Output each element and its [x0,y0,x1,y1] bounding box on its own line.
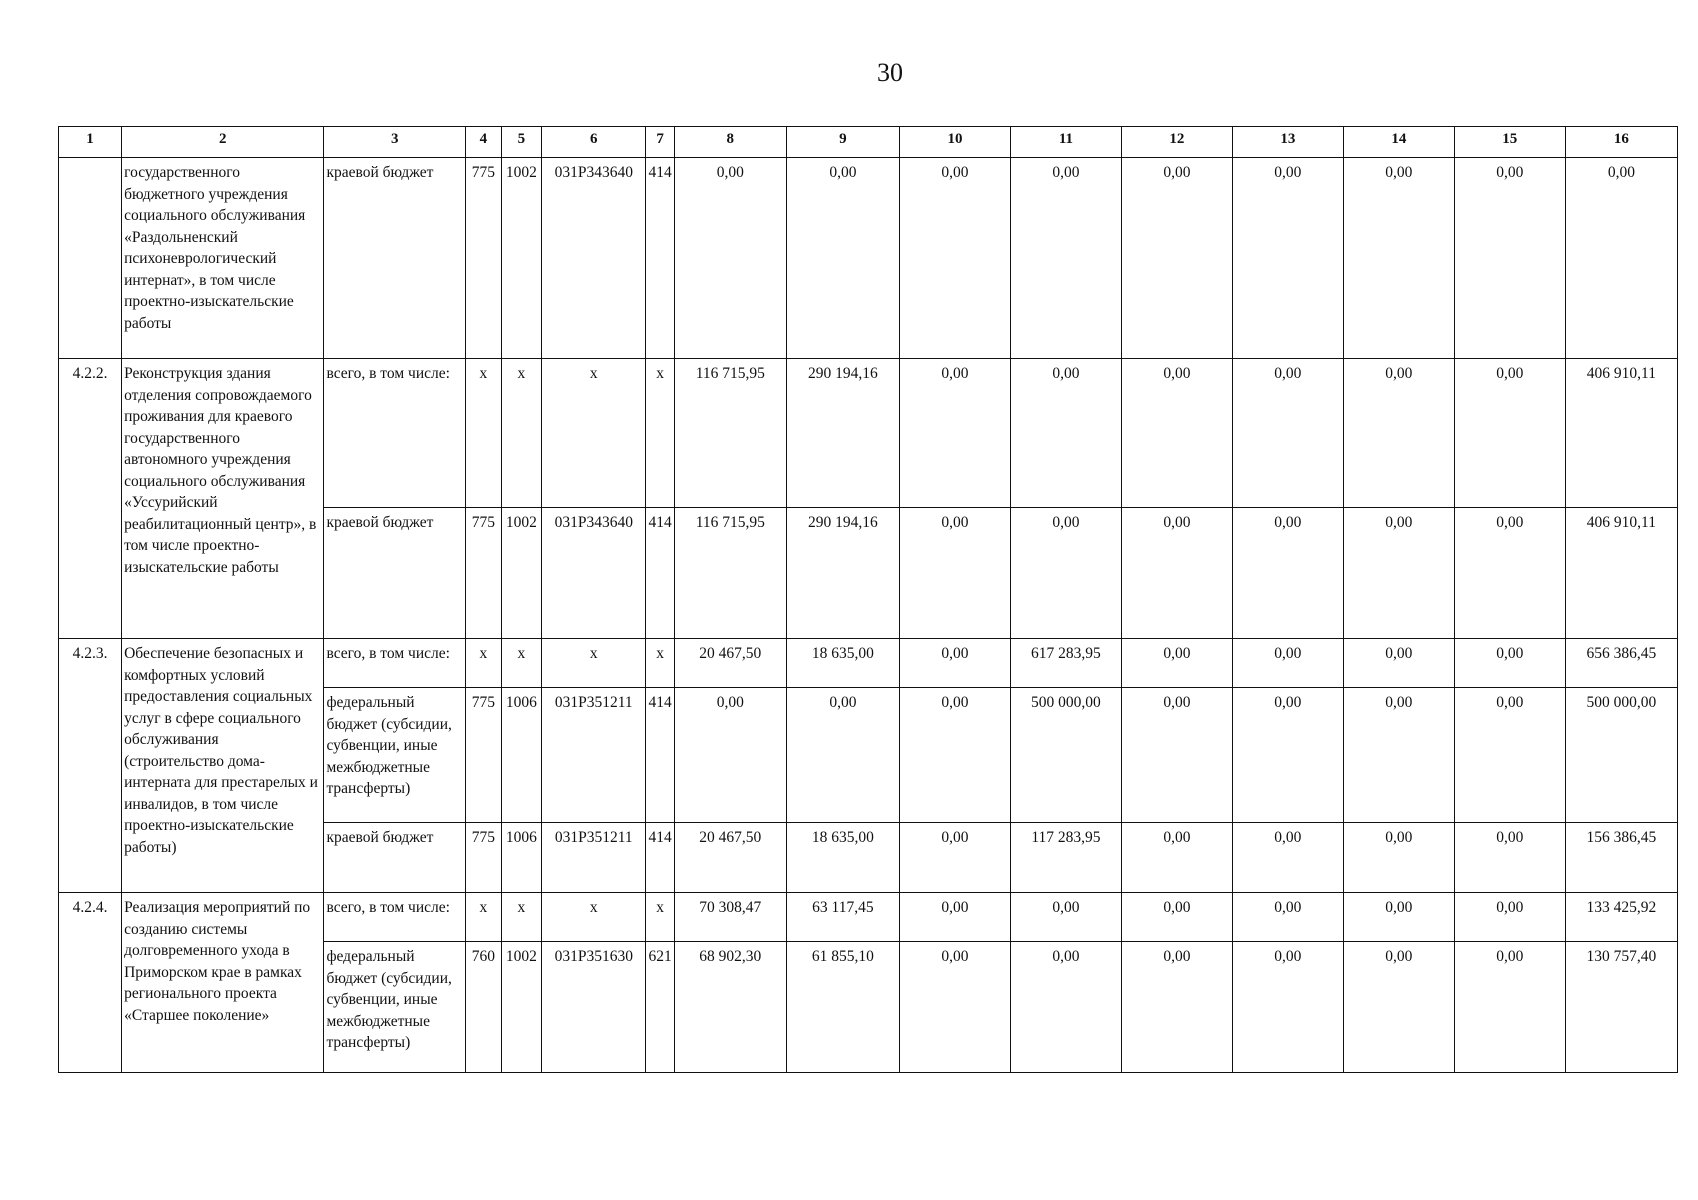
value-col10: 0,00 [899,688,1010,823]
page-number: 30 [877,58,903,87]
value-col15: 0,00 [1454,893,1565,942]
value-col8: 0,00 [674,688,786,823]
funding-source: федеральный бюджет (субсидии, субвенции, иные межбюджетные трансферты) [324,942,465,1073]
cell-col5: 1006 [501,688,541,823]
cell-col6: 031P343640 [542,508,646,639]
value-col10: 0,00 [899,639,1010,688]
row-name: государственного бюджетного учреждения социального обслуживания «Раздольненский психоневрологический интернат», в том числе проектно-изыскательские работы [122,158,324,359]
value-col14: 0,00 [1343,359,1454,508]
value-col9: 0,00 [786,688,899,823]
value-col11: 0,00 [1010,508,1121,639]
value-col13: 0,00 [1232,688,1343,823]
cell-col4: х [465,359,501,508]
cell-col4: х [465,893,501,942]
row-name: Обеспечение безопасных и комфортных условий предоставления социальных услуг в сфере социального обслуживания (строительство дома-интерната для престарелых и инвалидов, в том числе проектно-изыскательские работы) [122,639,324,893]
table-row [59,359,1678,508]
value-col13: 0,00 [1232,508,1343,639]
value-col11: 0,00 [1010,158,1121,359]
value-col15: 0,00 [1454,639,1565,688]
cell-col7: 414 [646,508,674,639]
cell-col6: х [542,893,646,942]
cell-col7: 414 [646,158,674,359]
cell-col4: 775 [465,823,501,893]
value-col14: 0,00 [1343,942,1454,1073]
value-col14: 0,00 [1343,893,1454,942]
cell-col4: 775 [465,158,501,359]
column-header-12: 12 [1121,127,1232,158]
value-col8: 116 715,95 [674,359,786,508]
value-col13: 0,00 [1232,359,1343,508]
cell-col6: х [542,359,646,508]
value-col13: 0,00 [1232,158,1343,359]
value-col12: 0,00 [1121,639,1232,688]
column-header-14: 14 [1343,127,1454,158]
cell-col7: х [646,893,674,942]
cell-col5: х [501,639,541,688]
value-col12: 0,00 [1121,823,1232,893]
funding-source: краевой бюджет [324,508,465,639]
value-col16: 0,00 [1565,158,1677,359]
value-col15: 0,00 [1454,158,1565,359]
cell-col7: 621 [646,942,674,1073]
funding-source: всего, в том числе: [324,359,465,508]
table-header-row [59,127,1678,158]
cell-col4: 775 [465,508,501,639]
value-col8: 116 715,95 [674,508,786,639]
value-col11: 0,00 [1010,359,1121,508]
value-col11: 117 283,95 [1010,823,1121,893]
cell-col7: х [646,359,674,508]
value-col15: 0,00 [1454,359,1565,508]
cell-col6: 031P343640 [542,158,646,359]
cell-col6: 031P351630 [542,942,646,1073]
value-col16: 656 386,45 [1565,639,1677,688]
value-col13: 0,00 [1232,893,1343,942]
cell-col4: х [465,639,501,688]
value-col13: 0,00 [1232,639,1343,688]
value-col12: 0,00 [1121,158,1232,359]
funding-source: краевой бюджет [324,823,465,893]
column-header-16: 16 [1565,127,1677,158]
value-col15: 0,00 [1454,942,1565,1073]
row-code [59,158,122,359]
value-col11: 617 283,95 [1010,639,1121,688]
column-header-9: 9 [786,127,899,158]
value-col12: 0,00 [1121,893,1232,942]
cell-col4: 775 [465,688,501,823]
value-col13: 0,00 [1232,942,1343,1073]
value-col14: 0,00 [1343,158,1454,359]
row-code: 4.2.3. [59,639,122,893]
value-col10: 0,00 [899,508,1010,639]
cell-col6: х [542,639,646,688]
value-col14: 0,00 [1343,639,1454,688]
value-col14: 0,00 [1343,823,1454,893]
funding-source: краевой бюджет [324,158,465,359]
value-col16: 156 386,45 [1565,823,1677,893]
column-header-6: 6 [542,127,646,158]
value-col16: 406 910,11 [1565,359,1677,508]
column-header-1: 1 [59,127,122,158]
value-col8: 70 308,47 [674,893,786,942]
value-col8: 20 467,50 [674,639,786,688]
cell-col5: 1002 [501,942,541,1073]
table-row [59,158,1678,359]
value-col14: 0,00 [1343,688,1454,823]
column-header-5: 5 [501,127,541,158]
value-col8: 20 467,50 [674,823,786,893]
value-col9: 18 635,00 [786,639,899,688]
column-header-10: 10 [899,127,1010,158]
value-col11: 500 000,00 [1010,688,1121,823]
cell-col7: 414 [646,688,674,823]
value-col8: 0,00 [674,158,786,359]
row-code: 4.2.2. [59,359,122,639]
column-header-11: 11 [1010,127,1121,158]
funding-source: федеральный бюджет (субсидии, субвенции, иные межбюджетные трансферты) [324,688,465,823]
value-col10: 0,00 [899,158,1010,359]
column-header-7: 7 [646,127,674,158]
row-name: Реализация мероприятий по созданию системы долговременного ухода в Приморском крае в рамках регионального проекта «Старшее поколение» [122,893,324,1073]
cell-col5: 1002 [501,508,541,639]
value-col11: 0,00 [1010,942,1121,1073]
value-col15: 0,00 [1454,508,1565,639]
value-col10: 0,00 [899,359,1010,508]
value-col12: 0,00 [1121,942,1232,1073]
cell-col5: х [501,893,541,942]
column-header-2: 2 [122,127,324,158]
cell-col4: 760 [465,942,501,1073]
value-col9: 61 855,10 [786,942,899,1073]
value-col14: 0,00 [1343,508,1454,639]
column-header-15: 15 [1454,127,1565,158]
value-col12: 0,00 [1121,688,1232,823]
funding-source: всего, в том числе: [324,893,465,942]
cell-col6: 031P351211 [542,688,646,823]
cell-col6: 031P351211 [542,823,646,893]
value-col12: 0,00 [1121,359,1232,508]
table-row [59,893,1678,942]
value-col16: 130 757,40 [1565,942,1677,1073]
column-header-13: 13 [1232,127,1343,158]
column-header-4: 4 [465,127,501,158]
budget-table [58,126,1678,1073]
value-col10: 0,00 [899,942,1010,1073]
cell-col7: 414 [646,823,674,893]
table-row [59,639,1678,688]
value-col13: 0,00 [1232,823,1343,893]
value-col9: 290 194,16 [786,359,899,508]
value-col16: 133 425,92 [1565,893,1677,942]
column-header-8: 8 [674,127,786,158]
cell-col5: х [501,359,541,508]
cell-col5: 1006 [501,823,541,893]
column-header-3: 3 [324,127,465,158]
value-col15: 0,00 [1454,688,1565,823]
cell-col7: х [646,639,674,688]
value-col15: 0,00 [1454,823,1565,893]
value-col9: 63 117,45 [786,893,899,942]
value-col12: 0,00 [1121,508,1232,639]
value-col9: 290 194,16 [786,508,899,639]
value-col9: 18 635,00 [786,823,899,893]
value-col9: 0,00 [786,158,899,359]
row-code: 4.2.4. [59,893,122,1073]
value-col16: 500 000,00 [1565,688,1677,823]
row-name: Реконструкция здания отделения сопровождаемого проживания для краевого государственного автономного учреждения социального обслуживания «Уссурийский реабилитационный центр», в том числе проектно-изыскательские работы [122,359,324,639]
funding-source: всего, в том числе: [324,639,465,688]
cell-col5: 1002 [501,158,541,359]
value-col8: 68 902,30 [674,942,786,1073]
value-col10: 0,00 [899,893,1010,942]
value-col10: 0,00 [899,823,1010,893]
value-col16: 406 910,11 [1565,508,1677,639]
value-col11: 0,00 [1010,893,1121,942]
